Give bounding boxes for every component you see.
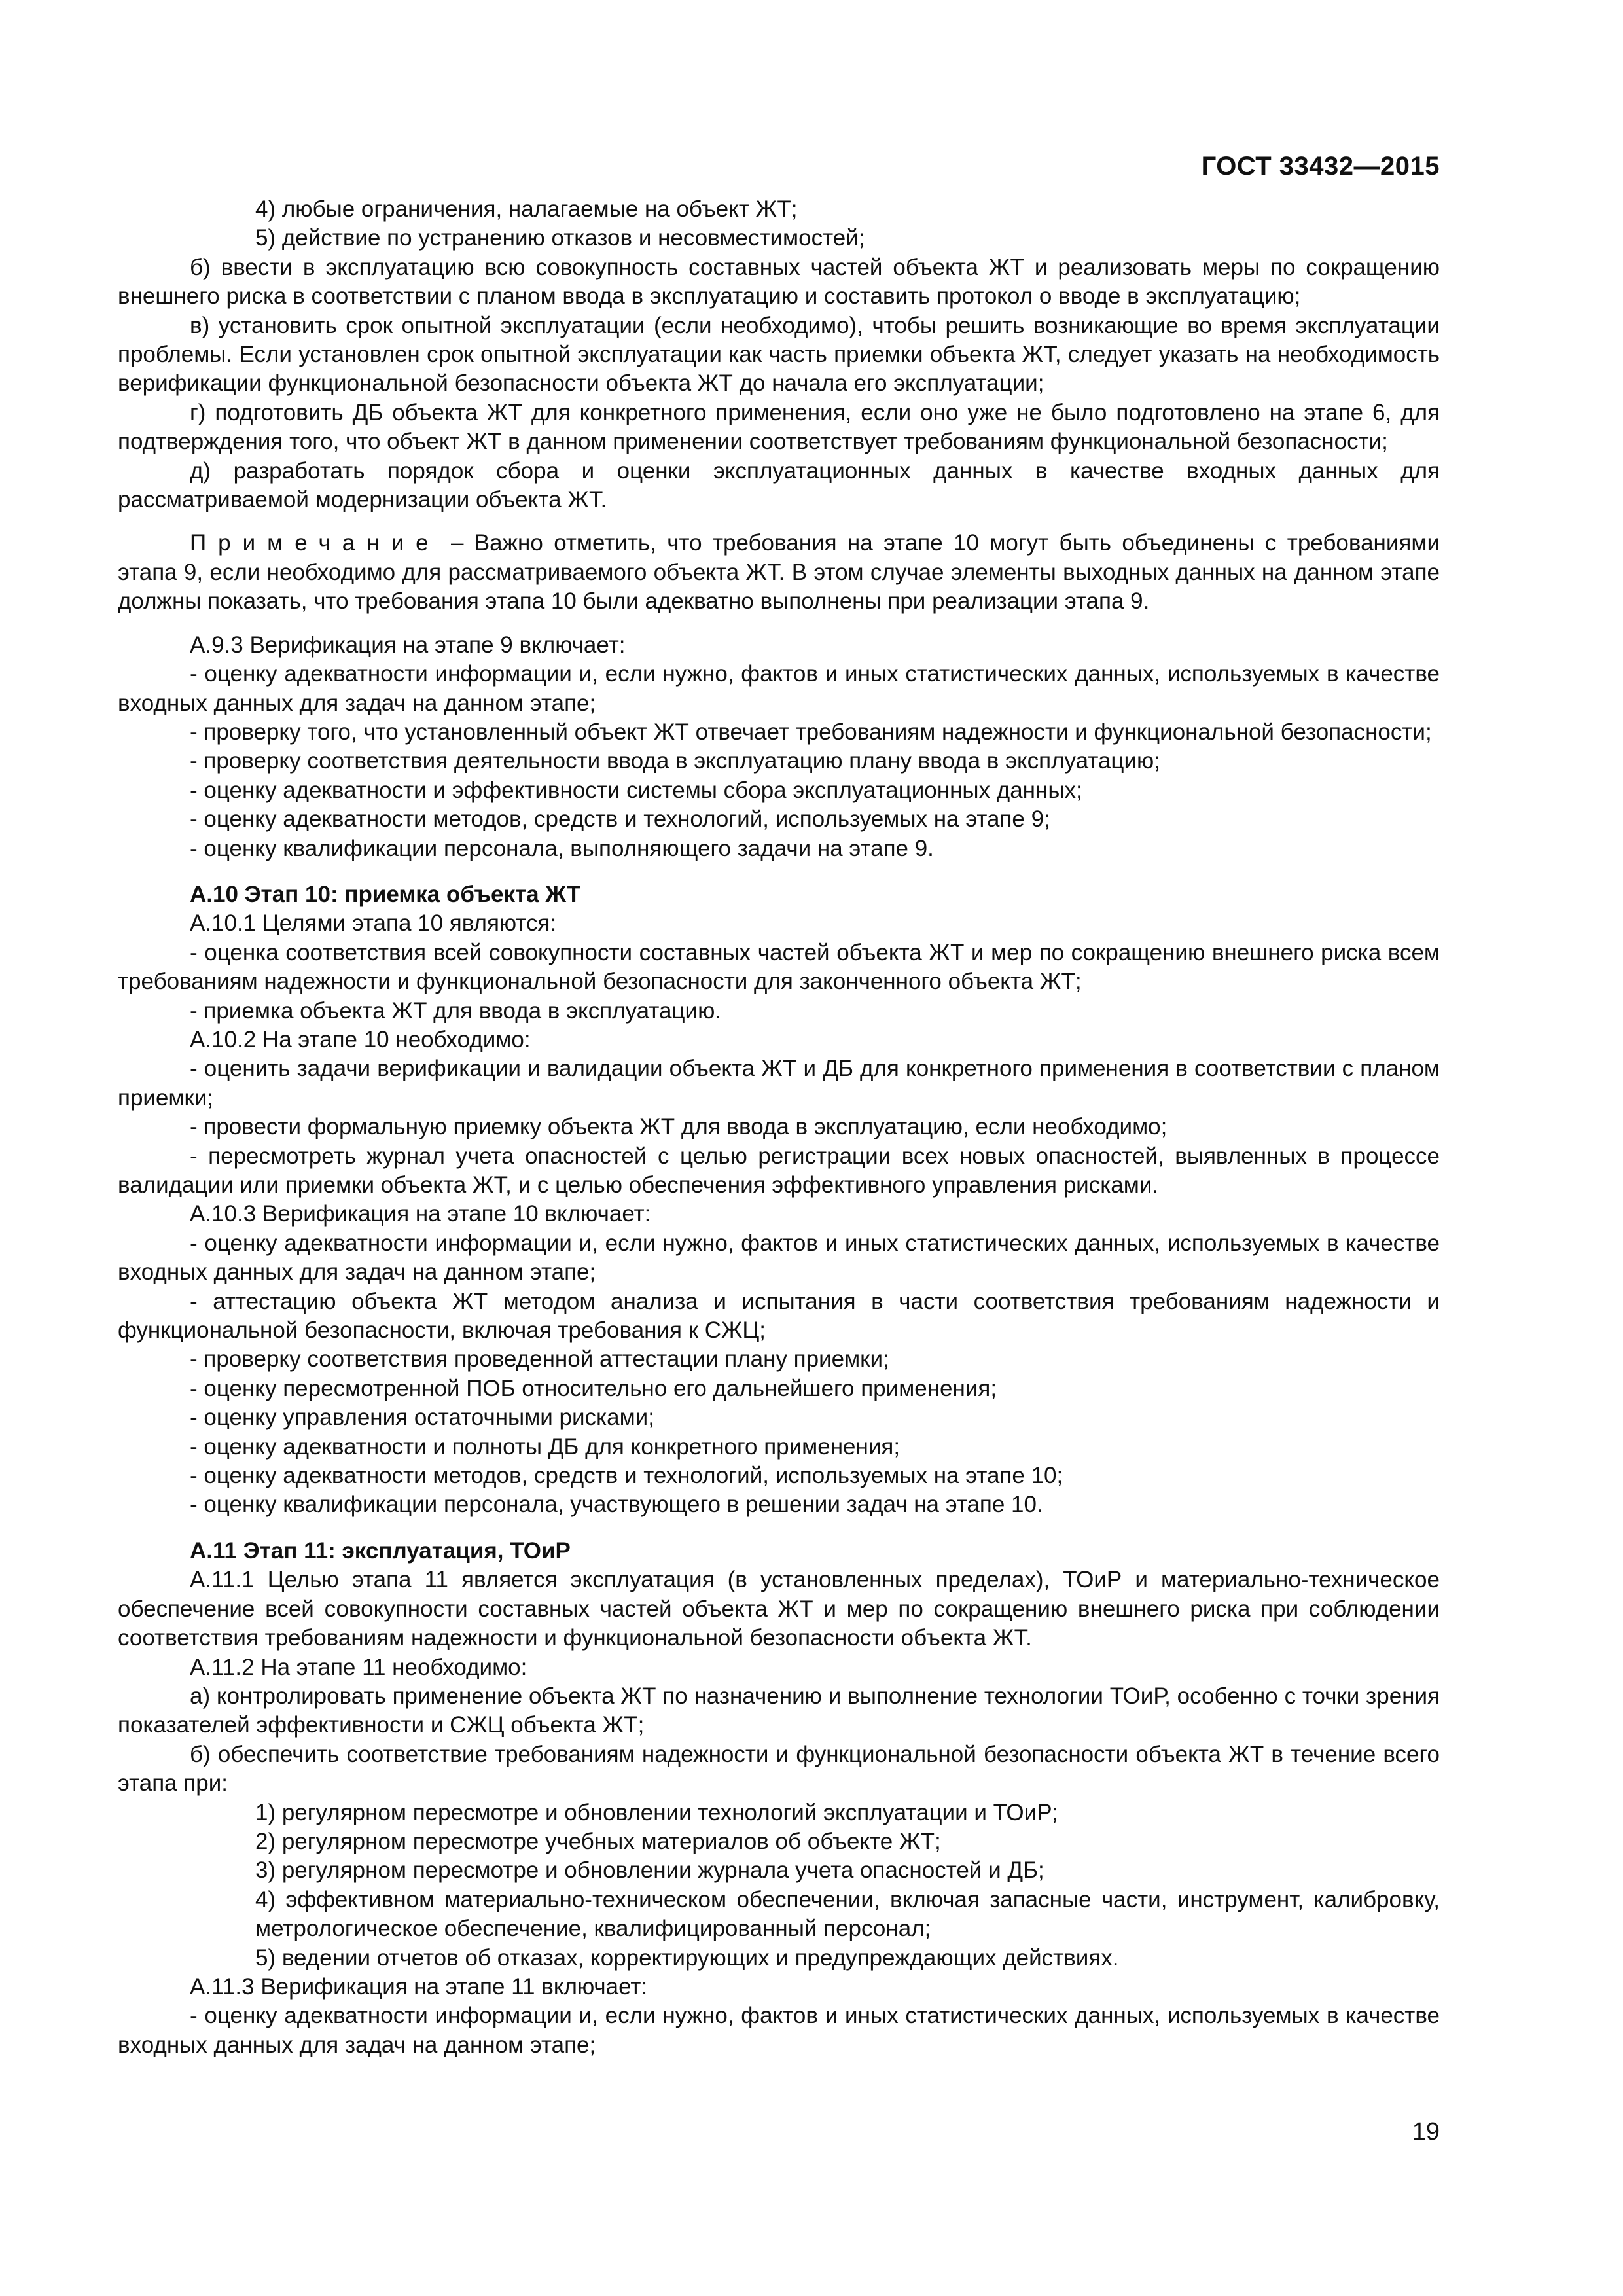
section-heading: А.10 Этап 10: приемка объекта ЖТ <box>190 881 581 907</box>
paragraph: - оценку адекватности информации и, если нужно, фактов и иных статистических данных, используемых в качестве входных данных для задач на данном этапе; <box>118 2003 1440 2058</box>
paragraph: - приемка объекта ЖТ для ввода в эксплуатацию. <box>190 997 722 1024</box>
paragraph: - оценку адекватности информации и, если нужно, фактов и иных статистических данных, используемых в качестве входных данных для задач на данном этапе; <box>118 1230 1440 1285</box>
paragraph: А.9.3 Верификация на этапе 9 включает: <box>190 632 626 658</box>
note-label: Примечание <box>190 530 440 556</box>
paragraph: - оценку адекватности методов, средств и технологий, используемых на этапе 9; <box>190 806 1050 833</box>
paragraph: 3) регулярном пересмотре и обновлении журнала учета опасностей и ДБ; <box>255 1857 1044 1884</box>
paragraph: б) обеспечить соответствие требованиям надежности и функциональной безопасности объекта ЖТ в течение всего этапа при: <box>118 1741 1440 1797</box>
paragraph: - оценку квалификации персонала, выполняющего задачи на этапе 9. <box>190 835 934 861</box>
paragraph: - оценка соответствия всей совокупности составных частей объекта ЖТ и мер по сокращению внешнего риска всем требованиям надежности и функциональной безопасности для законченного объекта ЖТ; <box>118 939 1440 995</box>
paragraph: - проверку того, что установленный объект ЖТ отвечает требованиям надежности и функциональной безопасности; <box>190 719 1432 745</box>
paragraph: д) разработать порядок сбора и оценки эксплуатационных данных в качестве входных данных для рассматриваемой модернизации объекта ЖТ. <box>118 457 1440 513</box>
paragraph: - оценку адекватности и полноты ДБ для конкретного применения; <box>190 1433 901 1460</box>
paragraph: - провести формальную приемку объекта ЖТ для ввода в эксплуатацию, если необходимо; <box>190 1114 1168 1140</box>
note-paragraph <box>118 529 1440 616</box>
paragraph: б) ввести в эксплуатацию всю совокупность составных частей объекта ЖТ и реализовать меры по сокращению внешнего риска в соответствии с планом ввода в эксплуатацию и составить протокол о вводе в эксплуатацию; <box>118 254 1440 310</box>
standard-number-header: ГОСТ 33432—2015 <box>1201 152 1440 181</box>
paragraph: - оценку управления остаточными рисками; <box>190 1405 654 1431</box>
section-heading: А.11 Этап 11: эксплуатация, ТОиР <box>190 1537 571 1564</box>
paragraph: 5) действие по устранению отказов и несовместимостей; <box>255 225 865 251</box>
paragraph: 1) регулярном пересмотре и обновлении технологий эксплуатации и ТОиР; <box>255 1799 1058 1825</box>
paragraph: А.11.1 Целью этапа 11 является эксплуатация (в установленных пределах), ТОиР и материально-техническое обеспечение всей совокупности составных частей объекта ЖТ и мер по сокращению внешнего риска при соблюдении соответствия требованиям надежности и функциональной безопасности объекта ЖТ. <box>118 1567 1440 1651</box>
paragraph: 5) ведении отчетов об отказах, корректирующих и предупреждающих действиях. <box>255 1945 1119 1971</box>
paragraph: а) контролировать применение объекта ЖТ по назначению и выполнение технологии ТОиР, особенно с точки зрения показателей эффективности и СЖЦ объекта ЖТ; <box>118 1683 1440 1738</box>
paragraph: - проверку соответствия проведенной аттестации плану приемки; <box>190 1346 889 1372</box>
document-body <box>118 195 1440 2060</box>
paragraph: - проверку соответствия деятельности ввода в эксплуатацию плану ввода в эксплуатацию; <box>190 748 1161 774</box>
paragraph: 2) регулярном пересмотре учебных материалов об объекте ЖТ; <box>255 1828 941 1854</box>
paragraph: 4) эффективном материально-техническом обеспечении, включая запасные части, инструмент, калибровку, метрологическое обеспечение, квалифицированный персонал; <box>255 1886 1440 1942</box>
paragraph: - оценку адекватности и эффективности системы сбора эксплуатационных данных; <box>190 777 1082 803</box>
paragraph: - оценку квалификации персонала, участвующего в решении задач на этапе 10. <box>190 1492 1043 1518</box>
paragraph: А.10.1 Целями этапа 10 являются: <box>190 910 557 937</box>
paragraph: А.10.2 На этапе 10 необходимо: <box>190 1026 531 1052</box>
paragraph: - оценку адекватности методов, средств и технологий, используемых на этапе 10; <box>190 1463 1063 1489</box>
paragraph: г) подготовить ДБ объекта ЖТ для конкретного применения, если оно уже не было подготовлено на этапе 6, для подтверждения того, что объект ЖТ в данном применении соответствует требованиям функциональной безопасности; <box>118 399 1440 455</box>
paragraph: - пересмотреть журнал учета опасностей с целью регистрации всех новых опасностей, выявленных в процессе валидации или приемки объекта ЖТ, и с целью обеспечения эффективного управления рисками. <box>118 1143 1440 1198</box>
paragraph: в) установить срок опытной эксплуатации (если необходимо), чтобы решить возникающие во время эксплуатации проблемы. Если установлен срок опытной эксплуатации как часть приемки объекта ЖТ, следует указать на необходимость верификации функциональной безопасности объекта ЖТ до начала его эксплуатации; <box>118 312 1440 397</box>
page-number: 19 <box>1412 2118 1440 2145</box>
paragraph: А.10.3 Верификация на этапе 10 включает: <box>190 1201 651 1227</box>
note-text: – Важно отметить, что требования на этапе 10 могут быть объединены с требованиями этапа 9, если необходимо для рассматриваемого объекта ЖТ. В этом случае элементы выходных данных на данном этапе должны показать, что требования этапа 10 были адекватно выполнены при реализации этапа 9. <box>118 530 1440 615</box>
paragraph: - оценить задачи верификации и валидации объекта ЖТ и ДБ для конкретного применения в соответствии с планом приемки; <box>118 1056 1440 1111</box>
paragraph: А.11.2 На этапе 11 необходимо: <box>190 1654 527 1680</box>
paragraph: - аттестацию объекта ЖТ методом анализа и испытания в части соответствия требованиям надежности и функциональной безопасности, включая требования к СЖЦ; <box>118 1288 1440 1344</box>
paragraph: 4) любые ограничения, налагаемые на объект ЖТ; <box>255 196 798 222</box>
paragraph: - оценку адекватности информации и, если нужно, фактов и иных статистических данных, используемых в качестве входных данных для задач на данном этапе; <box>118 661 1440 716</box>
paragraph: - оценку пересмотренной ПОБ относительно его дальнейшего применения; <box>190 1375 997 1401</box>
paragraph: А.11.3 Верификация на этапе 11 включает: <box>190 1973 648 2000</box>
